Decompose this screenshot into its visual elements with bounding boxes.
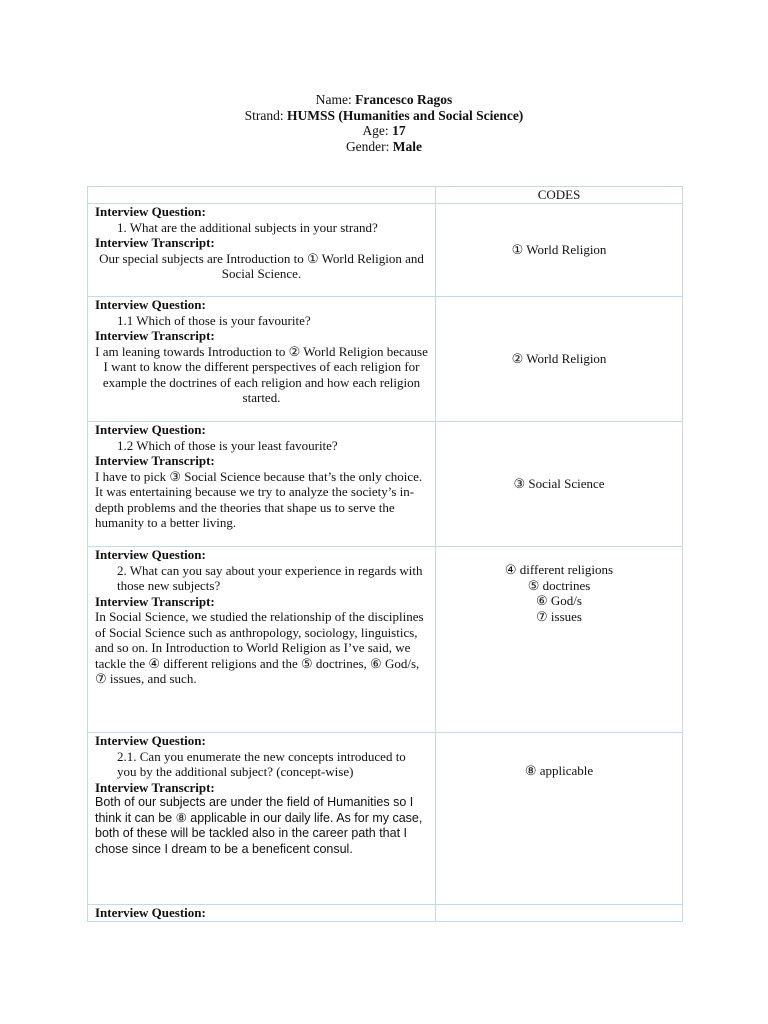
table-row <box>88 297 683 422</box>
interview-cell <box>88 905 436 922</box>
question-label: Interview Question: <box>95 733 206 748</box>
code-item: ① World Religion <box>511 242 607 258</box>
strand-line <box>0 108 768 124</box>
gender-line <box>0 139 768 155</box>
transcript-text: In Social Science, we studied the relationship of the disciplines of Social Science such as anthropology, sociology, linguistics, and so on. In Introduction to World Religion as I’ve said, we tackle the ④ different religions and the ⑤ doctrines, ⑥ God/s, ⑦ issues, and such. <box>95 609 424 686</box>
code-item: ⑥ God/s <box>536 593 582 608</box>
code-item: ⑦ issues <box>536 608 582 624</box>
code-item: ③ Social Science <box>513 476 605 492</box>
table-row <box>88 547 683 733</box>
age-value: 17 <box>392 123 406 138</box>
table-row <box>88 204 683 297</box>
name-label: Name: <box>315 92 352 107</box>
question-label: Interview Question: <box>95 297 206 312</box>
transcript-label: Interview Transcript: <box>95 453 215 468</box>
transcript-text: Our special subjects are Introduction to ① World Religion and Social Science. <box>99 250 424 281</box>
code-item: ④ different religions <box>504 562 614 577</box>
age-label: Age: <box>362 123 389 138</box>
code-item: ⑤ doctrines <box>527 577 591 593</box>
codes-cell <box>436 547 683 733</box>
interview-cell <box>88 733 436 905</box>
question-text: 1. What are the additional subjects in your strand? <box>117 219 378 235</box>
question-text: 1.2 Which of those is your least favourite? <box>117 437 338 453</box>
code-item: ⑧ applicable <box>524 763 594 778</box>
question-label: Interview Question: <box>95 204 206 219</box>
transcript-text: I am leaning towards Introduction to ② World Religion because I want to know the different perspectives of each religion for example the doctrines of each religion and how each religion started. <box>95 343 428 405</box>
codes-cell <box>436 905 683 922</box>
strand-label: Strand: <box>244 107 284 123</box>
codes-header: CODES <box>436 187 683 204</box>
code-item: ② World Religion <box>511 351 607 367</box>
strand-value: HUMSS (Humanities and Social Science) <box>287 107 524 123</box>
table-header-row <box>88 187 683 204</box>
question-text: 2.1. Can you enumerate the new concepts introduced to you by the additional subject? (concept-wise) <box>117 748 406 779</box>
table-row <box>88 422 683 547</box>
profile-header <box>0 92 768 154</box>
table-row <box>88 905 683 922</box>
interview-table <box>87 186 683 922</box>
gender-value: Male <box>392 138 423 154</box>
transcript-text: Both of our subjects are under the field of Humanities so I think it can be ⑧ applicable in our daily life. As for my case, both of these will be tackled also in the career path that I chose since I dream to be a beneficent consul. <box>95 795 423 856</box>
question-text: 2. What can you say about your experience in regards with those new subjects? <box>117 562 423 593</box>
question-label: Interview Question: <box>95 905 206 920</box>
transcript-label: Interview Transcript: <box>95 779 215 795</box>
transcript-label: Interview Transcript: <box>95 235 215 250</box>
question-label: Interview Question: <box>95 547 206 562</box>
interview-cell <box>88 422 436 547</box>
name-line <box>0 92 768 108</box>
age-line <box>0 123 768 139</box>
transcript-text: I have to pick ③ Social Science because that’s the only choice. It was entertaining because we try to analyze the society’s in-depth problems and the theories that shape us to serve the humanity to a better living. <box>95 468 423 530</box>
transcript-label: Interview Transcript: <box>95 593 215 609</box>
question-text: 1.1 Which of those is your favourite? <box>117 312 311 328</box>
table-row <box>88 733 683 905</box>
codes-cell <box>436 733 683 905</box>
question-label: Interview Question: <box>95 422 206 437</box>
codes-cell <box>436 422 683 547</box>
name-value: Francesco Ragos <box>355 92 453 107</box>
codes-cell <box>436 297 683 422</box>
codes-cell <box>436 204 683 297</box>
transcript-label: Interview Transcript: <box>95 328 215 343</box>
gender-label: Gender: <box>345 138 390 154</box>
interview-cell <box>88 297 436 422</box>
transcript-header-cell <box>88 187 436 204</box>
interview-cell <box>88 547 436 733</box>
interview-cell <box>88 204 436 297</box>
